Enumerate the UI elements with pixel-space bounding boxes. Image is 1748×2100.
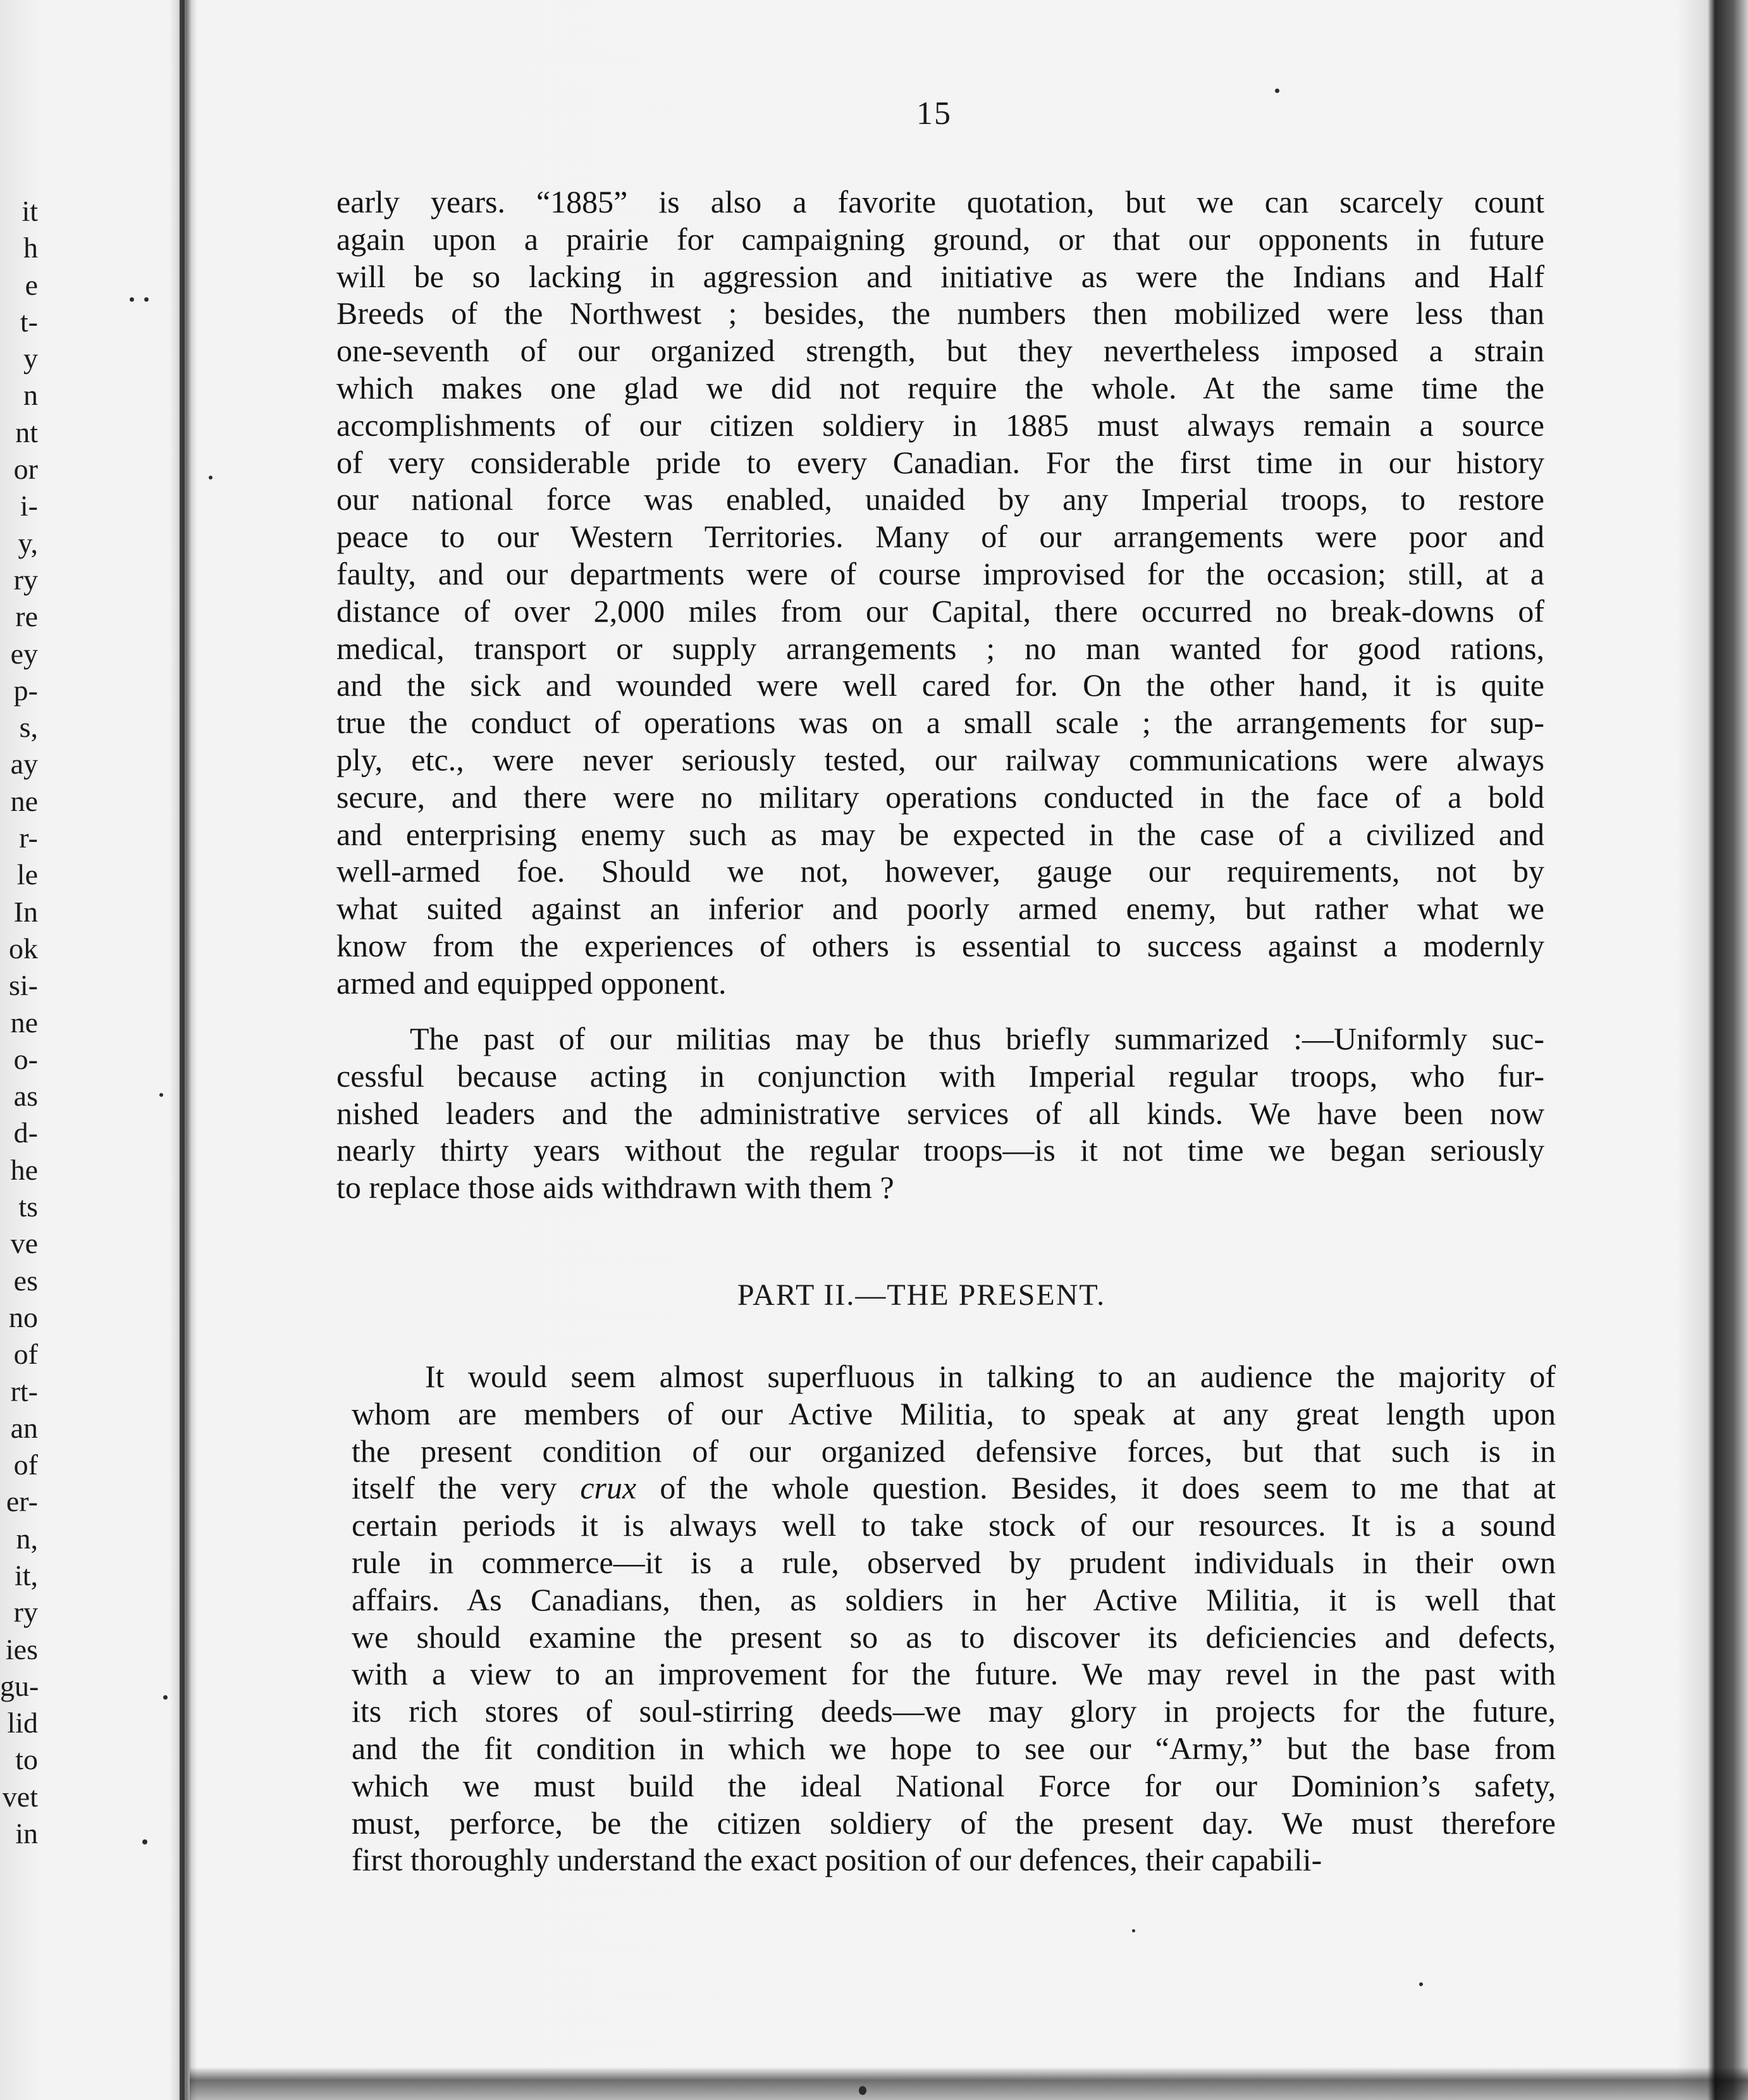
- facing-page-fragment: an: [10, 1411, 38, 1444]
- text-line: armed and equipped opponent.: [336, 965, 727, 1001]
- facing-page-fragment: ts: [18, 1190, 38, 1223]
- facing-page-fragment: r-: [19, 822, 38, 855]
- facing-page-fragment: o-: [13, 1042, 38, 1075]
- facing-page-fragment: n: [23, 379, 38, 412]
- text-line: true the conduct of operations was on a small scale ; the arrangements for sup-: [336, 705, 1544, 741]
- facing-page-fragment: es: [13, 1264, 38, 1297]
- text-line: will be so lacking in aggression and initiative as were the Indians and Half: [336, 258, 1544, 294]
- text-line: accomplishments of our citizen soldiery in 1885 must always remain a source: [336, 407, 1544, 443]
- facing-page-fragment: ay: [10, 748, 38, 781]
- facing-page-fragment: i-: [20, 490, 38, 522]
- text-line: to replace those aids withdrawn with them ?: [336, 1170, 894, 1206]
- facing-page-fragment: ne: [10, 784, 38, 817]
- facing-page-fragment: y: [23, 342, 38, 375]
- facing-page-fragment: re: [15, 600, 38, 633]
- italic-term: crux: [580, 1470, 637, 1506]
- facing-page-fragment: p-: [13, 674, 38, 707]
- text-line: nearly thirty years without the regular troops—is it not time we began seriously: [336, 1132, 1544, 1168]
- facing-page-fragment: ok: [9, 932, 38, 965]
- text-line: medical, transport or supply arrangements ; no man wanted for good rations,: [336, 630, 1544, 666]
- text-line: which makes one glad we did not require the whole. At the same time the: [336, 369, 1544, 405]
- facing-page-fragment: er-: [6, 1485, 38, 1518]
- page-bottom-edge: [190, 2067, 1748, 2100]
- facing-page-fragment: nt: [15, 416, 38, 448]
- text-line: first thoroughly understand the exact position of our defences, their capabili-: [352, 1842, 1322, 1878]
- facing-page-fragment: d-: [13, 1116, 38, 1149]
- facing-page-fragment: ey: [10, 637, 38, 670]
- text-line: well-armed foe. Should we not, however, gauge our requirements, not by: [336, 853, 1544, 889]
- text-line: faulty, and our departments were of course improvised for the occasion; still, at a: [336, 555, 1544, 591]
- text-line: must, perforce, be the citizen soldiery of the present day. We must therefore: [352, 1805, 1556, 1841]
- facing-page-fragment: it,: [14, 1559, 38, 1591]
- text-line: peace to our Western Territories. Many of our arrangements were poor and: [336, 519, 1544, 555]
- text-line: whom are members of our Active Militia, to speak at any great length upon: [352, 1395, 1556, 1431]
- text-line: of very considerable pride to every Canadian. For the first time in our history: [336, 444, 1544, 480]
- facing-page-fragment: or: [13, 453, 38, 486]
- text-line: our national force was enabled, unaided by any Imperial troops, to restore: [336, 481, 1544, 517]
- text-line: Breeds of the Northwest ; besides, the numbers then mobilized were less than: [336, 295, 1544, 331]
- page-number: 15: [916, 96, 952, 132]
- text-line: and enterprising enemy such as may be expected in the case of a civilized and: [336, 816, 1544, 852]
- text-line: its rich stores of soul-stirring deeds—we may glory in projects for the future,: [352, 1693, 1556, 1729]
- text-line: which we must build the ideal National Force for our Dominion’s safety,: [352, 1767, 1556, 1803]
- facing-page-fragment: y,: [18, 526, 38, 559]
- section-heading: PART II.—THE PRESENT.: [737, 1278, 1106, 1312]
- facing-page-fragment: of: [13, 1338, 38, 1371]
- text-line: and the sick and wounded were well cared for. On the other hand, it is quite: [336, 667, 1544, 703]
- text-line: we should examine the present so as to discover its deficiencies and defects,: [352, 1619, 1556, 1655]
- facing-page-fragment: ne: [10, 1006, 38, 1039]
- facing-page-fragment: ies: [5, 1633, 38, 1665]
- text-line: The past of our militias may be thus briefly summarized :—Uniformly suc-: [410, 1021, 1544, 1056]
- facing-page-fragment: lid: [7, 1707, 38, 1739]
- text-line: with a view to an improvement for the future. We may revel in the past with: [352, 1656, 1556, 1692]
- text-line: It would seem almost superfluous in talking to an audience the majority of: [425, 1359, 1556, 1394]
- facing-page-fragment: vet: [2, 1780, 38, 1813]
- facing-page-fragment: to: [15, 1743, 38, 1776]
- text-line: nished leaders and the administrative services of all kinds. We have been now: [336, 1095, 1544, 1131]
- facing-page-fragment: s,: [19, 711, 38, 744]
- facing-page-fragment: t-: [20, 305, 38, 338]
- facing-page-fragment: it: [22, 195, 38, 227]
- text-line: and the fit condition in which we hope to see our “Army,” but the base from: [352, 1730, 1556, 1766]
- facing-page-fragment: ve: [10, 1227, 38, 1260]
- text-line: what suited against an inferior and poorly armed enemy, but rather what we: [336, 891, 1544, 927]
- text-line: one-seventh of our organized strength, but they nevertheless imposed a strain: [336, 333, 1544, 369]
- text-line: secure, and there were no military operations conducted in the face of a bold: [336, 779, 1544, 815]
- facing-page-fragment: si-: [9, 969, 38, 1002]
- facing-page-fragment: e: [25, 268, 38, 301]
- facing-page-fragment: le: [16, 858, 38, 891]
- text-line: ply, etc., were never seriously tested, our railway communications were always: [336, 741, 1544, 777]
- facing-page-fragment: gu-: [0, 1669, 39, 1702]
- text-line: rule in commerce—it is a rule, observed by prudent individuals in their own: [352, 1544, 1556, 1580]
- text-line: cessful because acting in conjunction with Imperial regular troops, who fur-: [336, 1058, 1544, 1094]
- facing-page-fragment: of: [13, 1448, 38, 1481]
- paragraph-3: [352, 1358, 1556, 1879]
- facing-page-fragment: no: [9, 1300, 38, 1333]
- text-line: affairs. As Canadians, then, as soldiers in her Active Militia, it is well that: [352, 1581, 1556, 1617]
- facing-page-fragment: he: [10, 1153, 38, 1186]
- book-binding-gutter: [180, 0, 185, 2100]
- facing-page-fragment: in: [15, 1817, 38, 1850]
- paragraph-2: [336, 1020, 1544, 1206]
- facing-page-fragments: [0, 193, 38, 1852]
- text-line: again upon a prairie for campaigning ground, or that our opponents in future: [336, 221, 1544, 257]
- facing-page-fragment: ry: [13, 563, 38, 596]
- facing-page-fragment: ry: [13, 1596, 38, 1629]
- text-line: itself the very crux of the whole question. Besides, it does seem to me that at: [352, 1470, 1556, 1506]
- facing-page-fragment: In: [13, 895, 38, 928]
- facing-page-fragment: as: [13, 1080, 38, 1113]
- facing-page-fragment: h: [23, 232, 38, 264]
- text-line: certain periods it is always well to take stock of our resources. It is a sound: [352, 1507, 1556, 1543]
- facing-page-fragment: n,: [16, 1522, 38, 1555]
- text-line: the present condition of our organized defensive forces, but that such is in: [352, 1433, 1556, 1469]
- text-line: distance of over 2,000 miles from our Capital, there occurred no break-downs of: [336, 593, 1544, 629]
- paragraph-1: [336, 183, 1544, 1002]
- facing-page-fragment: rt-: [10, 1374, 38, 1407]
- text-line: know from the experiences of others is essential to success against a modernly: [336, 927, 1544, 963]
- text-line: early years. “1885” is also a favorite quotation, but we can scarcely count: [336, 184, 1544, 219]
